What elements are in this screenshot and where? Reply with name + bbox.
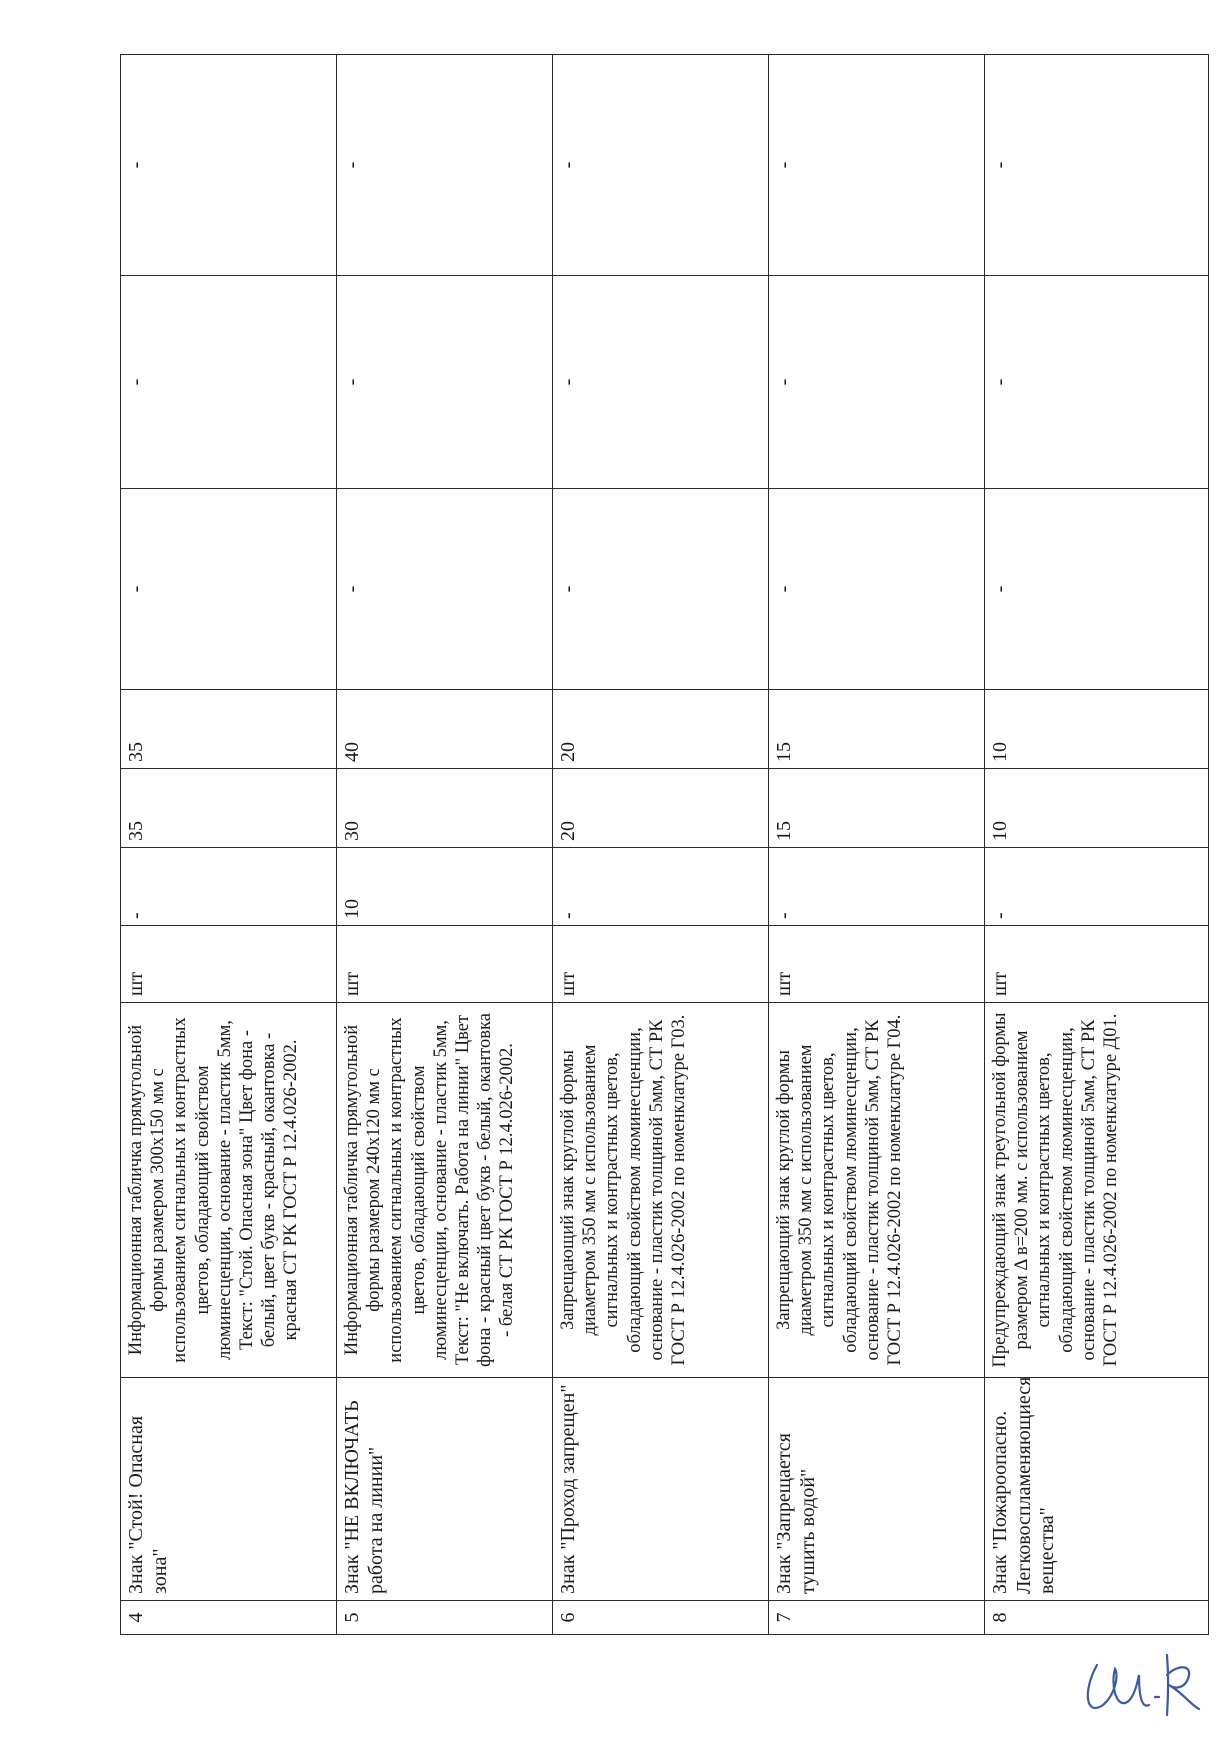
sign-name-cell: Знак "Пожароопасно. Легковоспламеняющиеся вещества" [985, 1378, 1209, 1601]
quantity-3-cell: 35 [121, 690, 337, 769]
signs-specification-table [120, 54, 1209, 1635]
value-3-cell: - [121, 55, 337, 276]
table-row [985, 55, 1209, 1635]
quantity-3-cell: 10 [985, 690, 1209, 769]
row-number-cell: 7 [769, 1601, 985, 1635]
sign-description-cell: Запрещающий знак круглой формы диаметром 350 мм с использованием сигнальных и контрастных цветов, обладающий свойством люминесценции, основание - пластик толщиной 5мм, СТ РК ГОСТ Р 12.4.026-2002 по номенклатуре Г04. [769, 1003, 985, 1378]
quantity-3-cell: 20 [553, 690, 769, 769]
quantity-3-cell: 15 [769, 690, 985, 769]
quantity-2-cell: 10 [985, 769, 1209, 848]
value-2-cell: - [769, 276, 985, 489]
sign-name-cell: Знак "НЕ ВКЛЮЧАТЬ работа на линии" [337, 1378, 553, 1601]
quantity-2-cell: 15 [769, 769, 985, 848]
rotated-table-container [120, 55, 1208, 1635]
table-row [769, 55, 985, 1635]
value-1-cell: - [553, 489, 769, 690]
value-1-cell: - [337, 489, 553, 690]
value-3-cell: - [985, 55, 1209, 276]
value-1-cell: - [985, 489, 1209, 690]
unit-cell: шт [985, 926, 1209, 1003]
unit-cell: шт [553, 926, 769, 1003]
quantity-1-cell: - [553, 848, 769, 926]
sign-name-cell: Знак "Проход запрещен" [553, 1378, 769, 1601]
table-body [121, 55, 1209, 1635]
value-3-cell: - [337, 55, 553, 276]
signature-mark [1075, 1635, 1205, 1730]
value-3-cell: - [769, 55, 985, 276]
value-2-cell: - [553, 276, 769, 489]
unit-cell: шт [121, 926, 337, 1003]
quantity-2-cell: 35 [121, 769, 337, 848]
sign-description-cell: Запрещающий знак круглой формы диаметром 350 мм с использованием сигнальных и контрастных цветов, обладающий свойством люминесценции, основание - пластик толщиной 5мм, СТ РК ГОСТ Р 12.4.026-2002 по номенклатуре Г03. [553, 1003, 769, 1378]
value-2-cell: - [337, 276, 553, 489]
value-2-cell: - [121, 276, 337, 489]
sign-description-cell: Информационная табличка прямугольной формы размером 240х120 мм с использованием сигнальных и контрастных цветов, обладающий свойством люминесценции, основание - пластик 5мм, Текст: "Не включать. Работа на линии" Цвет фона - красный цвет букв - белый, окантовка - белая СТ РК ГОСТ Р 12.4.026-2002. [337, 1003, 553, 1378]
row-number-cell: 5 [337, 1601, 553, 1635]
row-number-cell: 4 [121, 1601, 337, 1635]
table-row [553, 55, 769, 1635]
quantity-2-cell: 20 [553, 769, 769, 848]
sign-name-cell: Знак "Запрещается тушить водой" [769, 1378, 985, 1601]
unit-cell: шт [337, 926, 553, 1003]
value-1-cell: - [769, 489, 985, 690]
table-row [121, 55, 337, 1635]
quantity-1-cell: - [985, 848, 1209, 926]
value-3-cell: - [553, 55, 769, 276]
table-row [337, 55, 553, 1635]
sign-description-cell: Предупреждающий знак треугольной формы размером Δ в=200 мм. с использованием сигнальных и контрастных цветов, обладающий свойством люминесценции, основание - пластик толщиной 5мм, СТ РК ГОСТ Р 12.4.026-2002 по номенклатуре Д01. [985, 1003, 1209, 1378]
unit-cell: шт [769, 926, 985, 1003]
value-2-cell: - [985, 276, 1209, 489]
value-1-cell: - [121, 489, 337, 690]
row-number-cell: 6 [553, 1601, 769, 1635]
quantity-1-cell: - [121, 848, 337, 926]
sign-name-cell: Знак "Стой! Опасная зона" [121, 1378, 337, 1601]
quantity-2-cell: 30 [337, 769, 553, 848]
row-number-cell: 8 [985, 1601, 1209, 1635]
quantity-3-cell: 40 [337, 690, 553, 769]
quantity-1-cell: - [769, 848, 985, 926]
quantity-1-cell: 10 [337, 848, 553, 926]
sign-description-cell: Информационная табличка прямугольной формы размером 300х150 мм с использованием сигнальных и контрастных цветов, обладающий свойством люминесценции, основание - пластик 5мм, Текст: "Стой. Опасная зона" Цвет фона - белый, цвет букв - красный, окантовка - красная СТ РК ГОСТ Р 12.4.026-2002. [121, 1003, 337, 1378]
